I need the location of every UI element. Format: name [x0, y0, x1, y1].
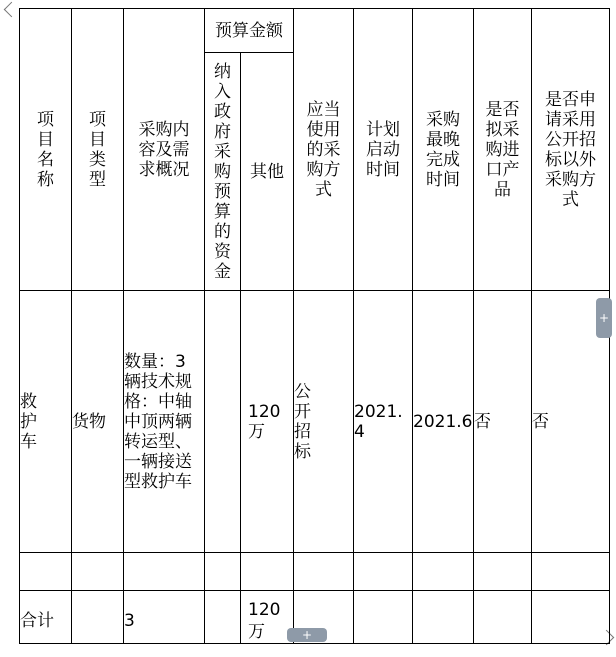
header-import: 是否拟采购进口产品 [474, 9, 532, 291]
cell-gov-budget [205, 291, 241, 553]
empty-cell [72, 553, 124, 591]
empty-cell [205, 553, 241, 591]
empty-cell [474, 591, 532, 644]
header-content: 采购内容及需求概况 [124, 9, 205, 291]
header-method: 应当使用的采购方式 [294, 9, 354, 291]
table-row [20, 291, 610, 553]
empty-cell [532, 591, 610, 644]
cell-latest-finish: 2021.6 [413, 291, 474, 553]
empty-cell [354, 591, 413, 644]
empty-cell [354, 553, 413, 591]
header-non-tender: 是否申请采用公开招标以外采购方式 [532, 9, 610, 291]
cell-project-type: 货物 [72, 291, 124, 553]
corner-mark-top-left [4, 2, 20, 18]
header-budget-group: 预算金额 [205, 9, 294, 53]
cell-non-tender: 否 [532, 291, 610, 553]
empty-cell [413, 553, 474, 591]
cell-content: 数量：3辆技术规格：中轴中顶两辆转运型、一辆接送型救护车 [124, 291, 205, 553]
table-row-empty [20, 553, 610, 591]
empty-cell [124, 553, 205, 591]
cell-other: 120万 [241, 291, 294, 553]
empty-cell [413, 591, 474, 644]
empty-cell [241, 553, 294, 591]
cropped-title-text [150, 0, 450, 4]
cell-plan-start: 2021.4 [354, 291, 413, 553]
cell-method: 公开招标 [294, 291, 354, 553]
add-row-handle[interactable]: + [287, 628, 327, 642]
header-project-name: 项目名称 [20, 9, 72, 291]
empty-cell [72, 591, 124, 644]
empty-cell [532, 553, 610, 591]
cell-total-other: 120万 [241, 591, 294, 644]
header-project-type: 项目类型 [72, 9, 124, 291]
header-other: 其他 [241, 53, 294, 291]
add-column-handle[interactable]: + [596, 298, 612, 338]
header-gov-budget: 纳入政府采购预算的资金 [205, 53, 241, 291]
empty-cell [205, 591, 241, 644]
cell-total-label: 合计 [20, 591, 72, 644]
cell-total-content: 3 [124, 591, 205, 644]
cell-import: 否 [474, 291, 532, 553]
empty-cell [474, 553, 532, 591]
empty-cell [294, 553, 354, 591]
cell-project-name: 救护车 [20, 291, 72, 553]
procurement-table [19, 8, 610, 644]
header-latest-finish: 采购最晚完成时间 [413, 9, 474, 291]
empty-cell [20, 553, 72, 591]
header-plan-start: 计划启动时间 [354, 9, 413, 291]
